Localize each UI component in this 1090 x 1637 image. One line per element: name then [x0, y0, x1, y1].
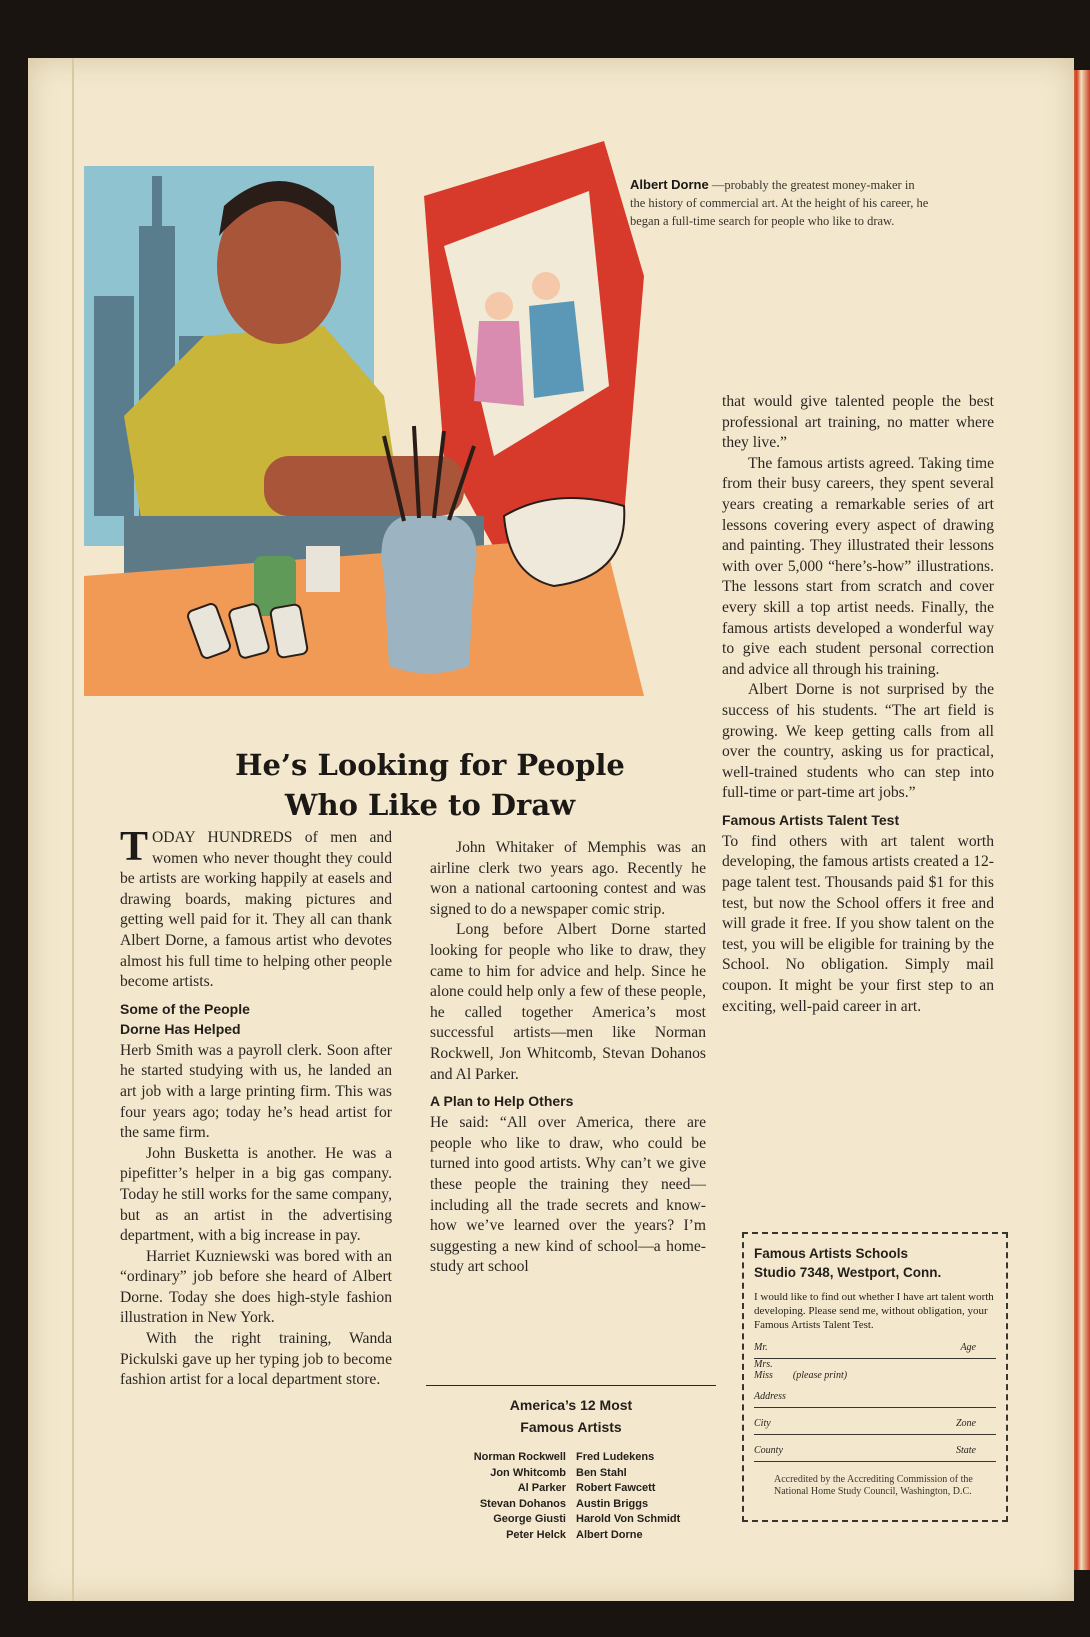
col1-subhead-line-2: Dorne Has Helped [120, 1020, 241, 1037]
label-miss-row [754, 1370, 996, 1381]
col3-subhead: Famous Artists Talent Test [722, 811, 900, 828]
artist-name: Al Parker [517, 1482, 566, 1494]
drawn-man-face [532, 272, 560, 300]
col3-paragraph-3: Albert Dorne is not surprised by the success of his students. “The art field is growing. We keep getting calls from all over the country, asking us for practical, well-trained students who can step into full-time or part-time art jobs.” [722, 681, 994, 802]
artist-name: George Giusti [493, 1513, 566, 1525]
col1-paragraph-1: ODAY HUNDREDS of men and women who never thought they could be artists are working happily at easels and drawing boards, making pictures and getting well paid for it. They all can thank Albert Dorne, a famous artist who devotes almost his full time to helping other people become artists. [120, 829, 392, 991]
paint-tubes [186, 602, 308, 659]
artist-name: Robert Fawcett [576, 1482, 656, 1494]
headline-line-2: Who Like to Draw [284, 788, 576, 822]
coupon-name-field[interactable] [754, 1342, 996, 1359]
artist-name: Jon Whitcomb [490, 1466, 566, 1479]
label-city: City [754, 1418, 771, 1429]
col2-paragraph-3: He said: “All over America, there are people who like to draw, who could be turned into good artists. Why can’t we give these people the training they need—including all the trade secrets and know-how we’ve learned over the years? I’m suggesting a new kind of school—a home-study art school [430, 1114, 706, 1276]
drawn-dress [474, 321, 524, 406]
headline [150, 745, 710, 825]
col3-paragraph-1: that would give talented people the best professional art training, no matter where they live.” [722, 393, 994, 452]
artist-name: Albert Dorne [576, 1528, 643, 1541]
coupon-text: I would like to find out whether I have art talent worth developing. Please send me, without obligation, your Famous Artists Talent Test. [754, 1291, 994, 1331]
artist-name: Austin Briggs [576, 1497, 649, 1510]
label-mr: Mr. [754, 1342, 768, 1353]
coupon-city-field[interactable] [754, 1418, 996, 1435]
water-jar [306, 546, 340, 592]
coupon-county-field[interactable] [754, 1445, 996, 1462]
artists-list-title [426, 1385, 716, 1438]
label-please-print: (please print) [792, 1370, 848, 1381]
photo-caption [630, 176, 930, 230]
article-column-1 [120, 824, 392, 1391]
col1-paragraph-4: Harriet Kuzniewski was bored with an “ordinary” job before she heard of Albert Dorne. Today she does high-style fashion illustration in New York. [120, 1247, 392, 1327]
caption-name: Albert Dorne [630, 177, 709, 192]
brush-crock [382, 516, 477, 674]
artist-name: Harold Von Schmidt [576, 1513, 681, 1525]
artist-name: Fred Ludekens [576, 1451, 655, 1463]
label-age: Age [960, 1342, 976, 1353]
coupon-name-labels [754, 1359, 996, 1381]
col1-subhead-line-1: Some of the People [120, 1000, 250, 1017]
drawn-girl-face [485, 292, 513, 320]
label-miss: Miss [754, 1370, 773, 1381]
coupon-address-field[interactable] [754, 1391, 996, 1408]
caption-text: —probably the greatest money-maker in the history of commercial art. At the height of his career, he began a full-time search for people who like to draw. [630, 178, 929, 228]
article-column-2 [430, 838, 706, 1278]
label-zone: Zone [956, 1418, 976, 1429]
col2-paragraph-2: Long before Albert Dorne started looking for people who like to draw, they came to him for advice and help. Since he alone could help only a few of these people, he called together America’s most successful artists—men like Norman Rockwell, Jon Whitcomb, Stevan Dohanos and Al Parker. [430, 921, 706, 1083]
artists-grid [426, 1450, 716, 1543]
label-state: State [956, 1445, 976, 1456]
mail-coupon [742, 1232, 1008, 1522]
col2-subhead: A Plan to Help Others [430, 1093, 574, 1110]
artists-title-line-1: America’s 12 Most [509, 1397, 633, 1413]
artist-name: Peter Helck [506, 1528, 566, 1541]
col2-paragraph-1: John Whitaker of Memphis was an airline clerk two years ago. Recently he won a national cartooning contest and was signed to do a newspaper comic strip. [430, 839, 706, 918]
col1-subhead [120, 999, 392, 1039]
artist-name: Norman Rockwell [473, 1451, 566, 1463]
label-mrs: Mrs. [754, 1359, 773, 1370]
drop-cap: T [120, 824, 149, 870]
col3-paragraph-2: The famous artists agreed. Taking time from their busy careers, they spent several years creating a remarkable series of art lessons covering every aspect of drawing and painting. They illustrated their lessons with over 5,000 “here’s-how” illustrations. The lessons start from scratch and cover every skill a top artist needs. Finally, the famous artists developed a wonderful way to give each student personal correction and advice all through his training. [722, 454, 994, 678]
coupon-title [754, 1244, 996, 1282]
article-column-3 [722, 392, 994, 1017]
col1-paragraph-5: With the right training, Wanda Pickulski gave up her typing job to become fashion artist for a local department store. [120, 1330, 392, 1389]
col1-paragraph-3: John Busketta is another. He was a pipefitter’s helper in a big gas company. Today he still works for the same company, but as an artist in the advertising department, with a big increase in pay. [120, 1144, 392, 1245]
artists-title-line-2: Famous Artists [520, 1419, 622, 1435]
col3-paragraph-4: To find others with art talent worth developing, the famous artists created a 12-page talent test. Thousands paid $1 for this test, but now the School offers it free and will grade it free. If you show talent on the test, you will be eligible for training by the School. No obligation. Simply mail coupon. It might be your first step to an exciting, well-paid career in art. [722, 832, 994, 1015]
headline-line-1: He’s Looking for People [235, 748, 625, 782]
coupon-title-line-1: Famous Artists Schools [754, 1246, 909, 1261]
artist-illustration [84, 136, 664, 716]
label-address: Address [754, 1391, 786, 1402]
coupon-accreditation: Accredited by the Accrediting Commission of the National Home Study Council, Washington, D.C. [774, 1474, 973, 1497]
label-county: County [754, 1445, 783, 1456]
coupon-title-line-2: Studio 7348, Westport, Conn. [754, 1265, 942, 1280]
famous-artists-list [426, 1385, 716, 1543]
artist-name: Stevan Dohanos [479, 1497, 566, 1510]
artist-name: Ben Stahl [576, 1466, 627, 1479]
col1-paragraph-2: Herb Smith was a payroll clerk. Soon after he started studying with us, he landed an art job with a large printing firm. This was four years ago; today he’s head artist for the same firm. [120, 1041, 392, 1142]
